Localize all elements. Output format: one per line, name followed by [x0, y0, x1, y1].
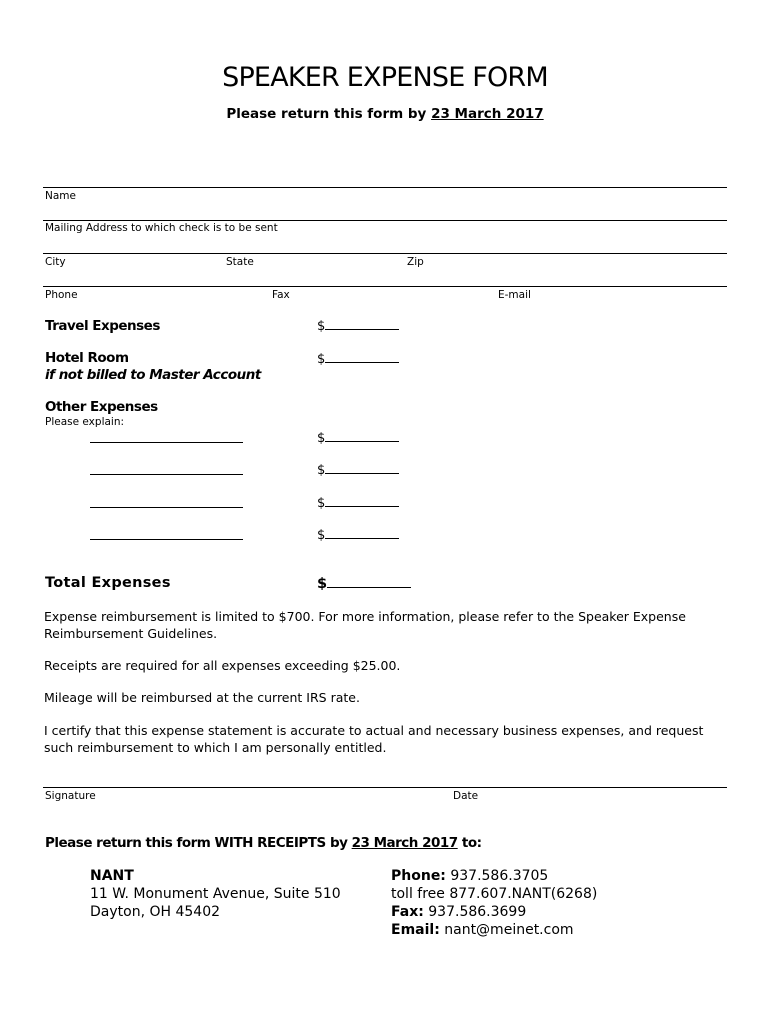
receipts-note: Receipts are required for all expenses exceeding $25.00.	[44, 658, 401, 673]
name-label: Name	[45, 190, 76, 202]
mailing-address-block	[90, 867, 341, 921]
form-subtitle	[0, 106, 770, 122]
other-amount-field-2[interactable]	[317, 461, 399, 478]
phone-row	[391, 867, 597, 885]
other-amount-field-4[interactable]	[317, 526, 399, 543]
city-label: City	[45, 256, 66, 268]
contact-block	[391, 867, 597, 939]
reimbursement-limit-note: Expense reimbursement is limited to $700. For more information, please refer to the Speaker Expense Reimbursement Guidelines.	[44, 609, 686, 641]
total-expenses-label: Total Expenses	[45, 575, 171, 591]
fax-label-text: Fax:	[391, 904, 424, 920]
dollar-sign: $	[317, 463, 326, 478]
travel-amount-field[interactable]	[317, 317, 399, 334]
hotel-note: if not billed to Master Account	[45, 367, 261, 383]
hotel-room-label: Hotel Room	[45, 350, 129, 366]
email-label-text: Email:	[391, 922, 440, 938]
signature-line[interactable]	[43, 787, 727, 788]
zip-label: Zip	[407, 256, 424, 268]
amount-blank	[325, 494, 399, 507]
explain-line-3[interactable]	[90, 507, 243, 508]
contact-line[interactable]	[43, 286, 727, 287]
fax-number: 937.586.3699	[423, 904, 527, 920]
explain-line-1[interactable]	[90, 442, 243, 443]
fax-row	[391, 903, 597, 921]
explain-line-2[interactable]	[90, 474, 243, 475]
form-title: SPEAKER EXPENSE FORM	[222, 62, 548, 93]
return-suffix: to:	[457, 835, 482, 851]
amount-blank	[325, 317, 399, 330]
travel-expenses-label: Travel Expenses	[45, 318, 160, 334]
return-prefix: Please return this form WITH RECEIPTS by	[45, 835, 352, 851]
dollar-sign: $	[317, 496, 326, 511]
amount-blank	[325, 429, 399, 442]
org-name: NANT	[90, 868, 134, 884]
mailing-label: Mailing Address to which check is to be sent	[45, 222, 278, 234]
fax-label: Fax	[272, 289, 290, 301]
mileage-note: Mileage will be reimbursed at the current IRS rate.	[44, 690, 360, 705]
date-label: Date	[453, 790, 479, 802]
please-explain-label: Please explain:	[45, 416, 125, 428]
other-expenses-label: Other Expenses	[45, 399, 158, 415]
dollar-sign: $	[317, 319, 326, 334]
dollar-sign: $	[317, 352, 326, 367]
mailing-line[interactable]	[43, 220, 727, 221]
dollar-sign: $	[317, 576, 328, 592]
other-amount-field-1[interactable]	[317, 429, 399, 446]
subtitle-date: 23 March 2017	[431, 106, 544, 122]
city-state-zip: Dayton, OH 45402	[90, 904, 221, 920]
street-address: 11 W. Monument Avenue, Suite 510	[90, 886, 341, 902]
phone-label: Phone	[45, 289, 78, 301]
other-amount-field-3[interactable]	[317, 494, 399, 511]
total-amount-field[interactable]	[317, 575, 411, 592]
amount-blank	[325, 461, 399, 474]
signature-label: Signature	[45, 790, 96, 802]
email-label: E-mail	[498, 289, 531, 301]
dollar-sign: $	[317, 528, 326, 543]
hotel-amount-field[interactable]	[317, 350, 399, 367]
dollar-sign: $	[317, 431, 326, 446]
email-row	[391, 921, 597, 939]
state-label: State	[226, 256, 254, 268]
phone-label-text: Phone:	[391, 868, 446, 884]
name-line[interactable]	[43, 187, 727, 188]
email-address[interactable]: nant@meinet.com	[439, 922, 574, 938]
explain-line-4[interactable]	[90, 539, 243, 540]
city-state-zip-line[interactable]	[43, 253, 727, 254]
return-date: 23 March 2017	[351, 835, 458, 851]
amount-blank	[325, 526, 399, 539]
subtitle-prefix: Please return this form by	[226, 106, 432, 122]
certification-statement: I certify that this expense statement is accurate to actual and necessary business expenses, and request such reimbursement to which I am personally entitled.	[44, 723, 704, 755]
toll-free-row: toll free 877.607.NANT(6268)	[391, 886, 598, 902]
amount-blank	[325, 350, 399, 363]
phone-number: 937.586.3705	[445, 868, 549, 884]
total-blank	[327, 575, 411, 588]
return-instructions	[45, 835, 482, 851]
